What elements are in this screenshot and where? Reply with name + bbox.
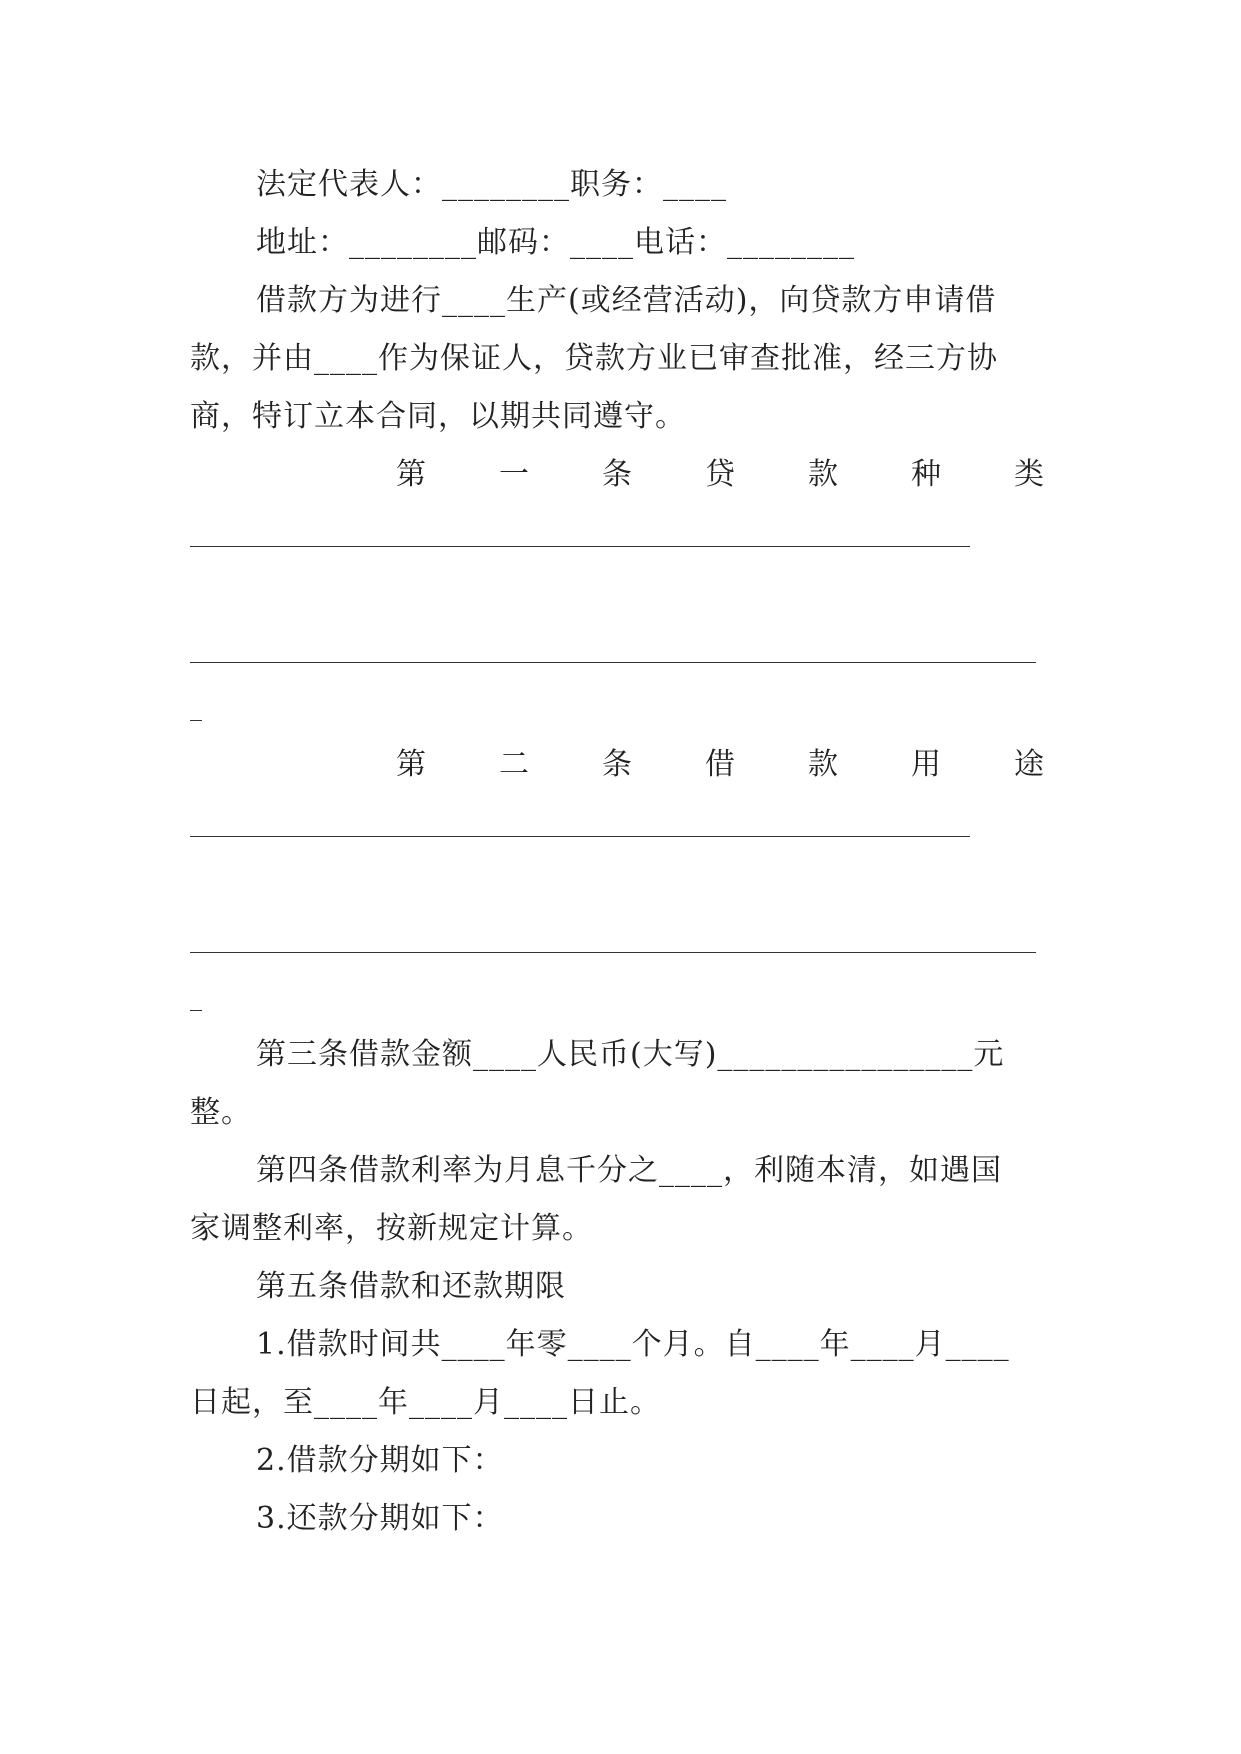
article-1-char: 类: [1014, 457, 1044, 492]
article-2-char: 用: [911, 747, 941, 782]
legal-representative-line: 法定代表人：________职务：____: [256, 167, 727, 202]
article-1-char: 条: [602, 457, 632, 492]
preamble-line-2: 款，并由____作为保证人，贷款方业已审查批准，经三方协: [190, 341, 998, 376]
article-4-line-2: 家调整利率，按新规定计算。: [190, 1211, 593, 1246]
article-2-char: 借: [705, 747, 735, 782]
article-1-char: 款: [808, 457, 838, 492]
article-3-line-1: 第三条借款金额____人民币(大写)________________元: [256, 1037, 1005, 1072]
address-line: 地址：________邮码：____电话：________: [256, 225, 855, 260]
article-2-blank-line-tail: [190, 1010, 202, 1011]
article-5-heading: 第五条借款和还款期限: [256, 1269, 566, 1304]
article-2-blank-line-2: [190, 952, 1036, 953]
article-1-char: 一: [499, 457, 529, 492]
article-5-item-3: 3.还款分期如下：: [256, 1501, 504, 1536]
article-1-char: 第: [396, 457, 426, 492]
article-2-blank-line-1: [190, 836, 970, 837]
article-1-blank-line-tail: [190, 720, 202, 721]
article-5-item-2: 2.借款分期如下：: [256, 1443, 504, 1478]
preamble-line-3: 商，特订立本合同，以期共同遵守。: [190, 399, 686, 434]
article-2-heading: [396, 748, 1044, 782]
article-4-line-1: 第四条借款利率为月息千分之____，利随本清，如遇国: [256, 1153, 1002, 1188]
preamble-line-1: 借款方为进行____生产(或经营活动)，向贷款方申请借: [256, 283, 997, 318]
article-2-char: 二: [499, 747, 529, 782]
article-3-line-2: 整。: [190, 1095, 252, 1130]
article-2-char: 款: [808, 747, 838, 782]
article-1-blank-line-2: [190, 662, 1036, 663]
article-1-char: 贷: [705, 457, 735, 492]
article-1-heading: [396, 458, 1044, 492]
article-2-char: 途: [1014, 747, 1044, 782]
article-1-char: 种: [911, 457, 941, 492]
article-5-item-1-line-2: 日起，至____年____月____日止。: [190, 1385, 661, 1420]
article-5-item-1-line-1: 1.借款时间共____年零____个月。自____年____月____: [256, 1327, 1010, 1362]
article-1-blank-line-1: [190, 546, 970, 547]
article-2-char: 第: [396, 747, 426, 782]
article-2-char: 条: [602, 747, 632, 782]
